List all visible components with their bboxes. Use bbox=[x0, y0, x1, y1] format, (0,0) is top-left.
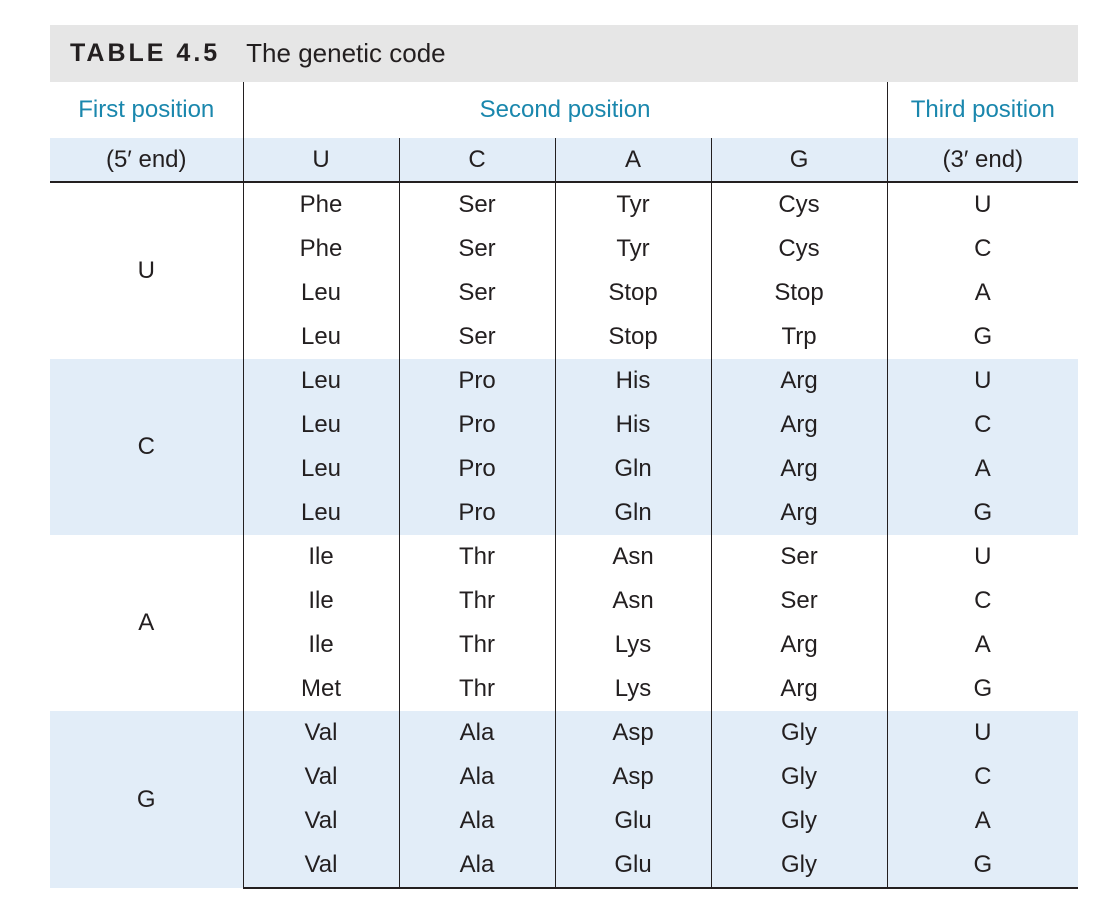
table-row bbox=[50, 359, 1078, 403]
codon-cell: Met bbox=[243, 667, 399, 711]
codon-cell: Gln bbox=[555, 491, 711, 535]
codon-cell: Arg bbox=[711, 359, 887, 403]
codon-cell: Asp bbox=[555, 711, 711, 755]
codon-cell: Ser bbox=[399, 315, 555, 359]
codon-cell: Cys bbox=[711, 182, 887, 227]
codon-cell: Phe bbox=[243, 182, 399, 227]
codon-cell: Arg bbox=[711, 623, 887, 667]
codon-cell: Gly bbox=[711, 711, 887, 755]
codon-cell: Ser bbox=[399, 182, 555, 227]
codon-cell: His bbox=[555, 359, 711, 403]
second-position-header: Second position bbox=[243, 82, 887, 138]
position-header-row bbox=[50, 82, 1078, 138]
codon-cell: Glu bbox=[555, 799, 711, 843]
codon-cell: Arg bbox=[711, 403, 887, 447]
codon-cell: Tyr bbox=[555, 227, 711, 271]
codon-cell: Pro bbox=[399, 403, 555, 447]
table-row bbox=[50, 182, 1078, 227]
codon-cell: Pro bbox=[399, 491, 555, 535]
codon-cell: Cys bbox=[711, 227, 887, 271]
five-prime-end-label: (5′ end) bbox=[50, 138, 243, 182]
codon-cell: Leu bbox=[243, 359, 399, 403]
table-row bbox=[50, 711, 1078, 755]
table-number: TABLE 4.5 bbox=[70, 39, 221, 67]
codon-cell: Ala bbox=[399, 843, 555, 888]
codon-cell: Val bbox=[243, 711, 399, 755]
third-base-cell: C bbox=[887, 755, 1078, 799]
codon-cell: Tyr bbox=[555, 182, 711, 227]
second-base-c: C bbox=[399, 138, 555, 182]
codon-cell: Phe bbox=[243, 227, 399, 271]
codon-cell: Ser bbox=[711, 535, 887, 579]
third-base-cell: A bbox=[887, 447, 1078, 491]
codon-cell: Val bbox=[243, 843, 399, 888]
second-base-g: G bbox=[711, 138, 887, 182]
codon-cell: Thr bbox=[399, 535, 555, 579]
codon-cell: Thr bbox=[399, 623, 555, 667]
first-base-cell: C bbox=[50, 359, 243, 535]
codon-cell: His bbox=[555, 403, 711, 447]
codon-cell: Arg bbox=[711, 491, 887, 535]
codon-cell: Ile bbox=[243, 535, 399, 579]
third-base-cell: U bbox=[887, 359, 1078, 403]
third-base-cell: C bbox=[887, 403, 1078, 447]
codon-cell: Stop bbox=[555, 315, 711, 359]
second-base-a: A bbox=[555, 138, 711, 182]
codon-cell: Lys bbox=[555, 623, 711, 667]
table-row bbox=[50, 535, 1078, 579]
third-base-cell: G bbox=[887, 843, 1078, 888]
third-base-cell: G bbox=[887, 491, 1078, 535]
codon-cell: Gly bbox=[711, 755, 887, 799]
codon-cell: Pro bbox=[399, 447, 555, 491]
second-base-u: U bbox=[243, 138, 399, 182]
codon-cell: Ser bbox=[399, 227, 555, 271]
third-base-cell: A bbox=[887, 799, 1078, 843]
genetic-code-figure bbox=[50, 25, 1078, 889]
third-position-header: Third position bbox=[910, 96, 1055, 123]
codon-cell: Lys bbox=[555, 667, 711, 711]
first-base-cell: U bbox=[50, 182, 243, 359]
codon-cell: Leu bbox=[243, 491, 399, 535]
codon-cell: Ile bbox=[243, 623, 399, 667]
codon-cell: Asn bbox=[555, 579, 711, 623]
codon-cell: Gly bbox=[711, 843, 887, 888]
codon-cell: Leu bbox=[243, 447, 399, 491]
codon-cell: Leu bbox=[243, 315, 399, 359]
third-base-cell: A bbox=[974, 279, 991, 306]
third-base-cell: G bbox=[973, 323, 993, 350]
third-base-cell: C bbox=[974, 587, 992, 614]
table-caption: The genetic code bbox=[246, 38, 446, 68]
base-header-row bbox=[50, 138, 1078, 182]
codon-cell: Stop bbox=[711, 271, 887, 315]
table-title-bar bbox=[50, 25, 1078, 82]
codon-cell: Pro bbox=[399, 359, 555, 403]
third-base-cell: G bbox=[973, 675, 993, 702]
codon-cell: Asp bbox=[555, 755, 711, 799]
codon-cell: Ile bbox=[243, 579, 399, 623]
codon-cell: Trp bbox=[711, 315, 887, 359]
codon-cell: Stop bbox=[555, 271, 711, 315]
codon-cell: Ala bbox=[399, 799, 555, 843]
codon-cell: Ser bbox=[711, 579, 887, 623]
codon-cell: Gly bbox=[711, 799, 887, 843]
codon-cell: Leu bbox=[243, 271, 399, 315]
codon-cell: Glu bbox=[555, 843, 711, 888]
first-base-cell: A bbox=[50, 535, 243, 711]
codon-cell: Val bbox=[243, 755, 399, 799]
codon-cell: Arg bbox=[711, 667, 887, 711]
codon-cell: Val bbox=[243, 799, 399, 843]
third-base-cell: U bbox=[887, 711, 1078, 755]
third-base-cell: C bbox=[974, 235, 992, 262]
codon-cell: Thr bbox=[399, 667, 555, 711]
codon-cell: Asn bbox=[555, 535, 711, 579]
codon-cell: Gln bbox=[555, 447, 711, 491]
codon-cell: Ala bbox=[399, 755, 555, 799]
codon-cell: Arg bbox=[711, 447, 887, 491]
genetic-code-table bbox=[50, 82, 1078, 889]
first-base-cell: G bbox=[50, 711, 243, 888]
codon-cell: Ala bbox=[399, 711, 555, 755]
codon-table-body bbox=[50, 182, 1078, 888]
third-base-cell: U bbox=[974, 543, 992, 570]
codon-cell: Leu bbox=[243, 403, 399, 447]
three-prime-end-label: (3′ end) bbox=[887, 138, 1078, 182]
codon-cell: Thr bbox=[399, 579, 555, 623]
third-base-cell: U bbox=[974, 191, 992, 218]
third-base-cell: A bbox=[974, 631, 991, 658]
first-position-header: First position bbox=[50, 82, 243, 138]
codon-cell: Ser bbox=[399, 271, 555, 315]
